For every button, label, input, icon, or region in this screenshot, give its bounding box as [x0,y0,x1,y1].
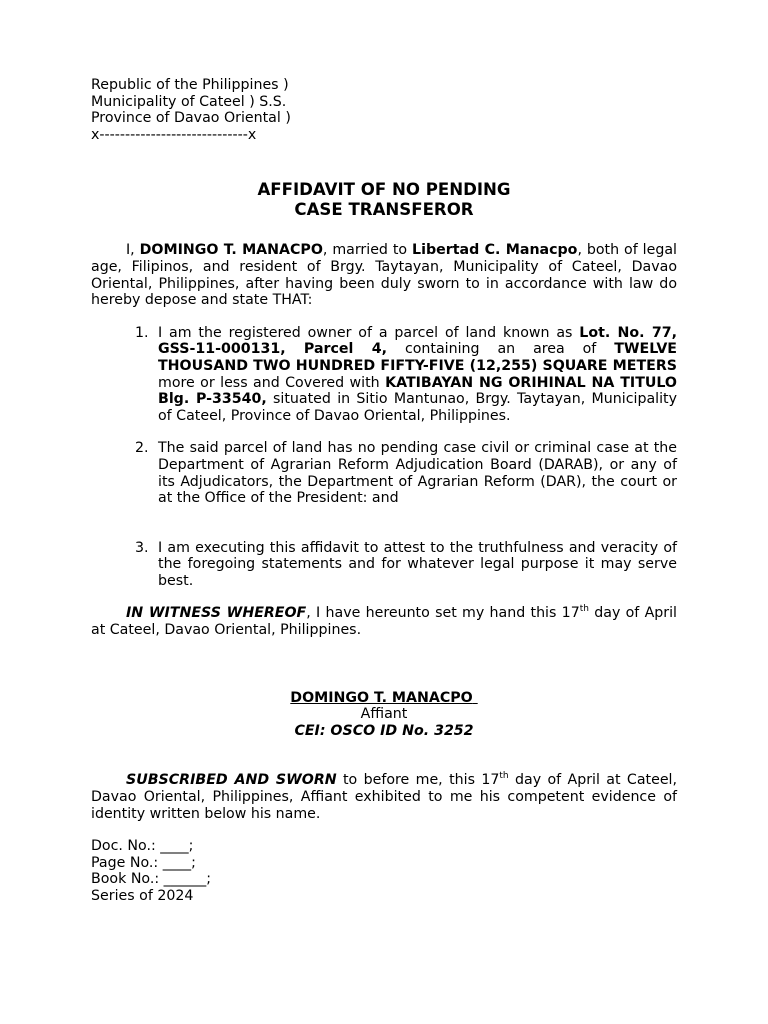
statement-item-3 [91,540,677,590]
intro-text-3: , both of legal age, Filipinos, and resident of Brgy. Taytayan, Municipality of Cateel, Davao Oriental, Philippines, after having been duly sworn to in accordance with law do hereby depose and state THAT: [91,242,677,309]
witness-paragraph [91,605,677,638]
title-line-2: CASE TRANSFEROR [294,200,474,220]
item-1-text-2: containing an area of [387,341,615,358]
title-number: KATIBAYAN NG ORIHINAL NA TITULO Blg. P-33540, [158,374,677,408]
competent-evidence-id: CEI: OSCO ID No. 3252 [294,722,474,739]
intro-text-2: , married to [322,242,413,259]
item-3-text: I am executing this affidavit to attest to the truthfulness and veracity of the foregoing statements and for whatever legal purpose it may serve best. [158,539,677,589]
jurat-text-2: day of April at Cateel, Davao Oriental, Philippines, Affiant exhibited to me his competent evidence of identity written below his name. [91,772,678,822]
item-number: 1. [135,324,149,341]
item-number: 3. [135,539,149,556]
document-title [91,180,677,220]
item-number: 2. [135,440,149,457]
venue-separator: x-----------------------------x [91,126,257,143]
signature-role: Affiant [360,706,408,723]
witness-text-1: , I have hereunto set my hand this 17 [306,605,580,622]
item-1-text-1: I am the registered owner of a parcel of land known as [158,324,580,341]
statement-item-2 [91,440,677,506]
jurat-text-1: to before me, this 17 [336,772,500,789]
doc-number: Doc. No.: ____; [91,838,194,855]
signature-name: DOMINGO T. MANACPO [290,689,473,706]
venue-republic: Republic of the Philippines ) [91,77,289,93]
signature-block [91,690,677,740]
notarial-docket [91,838,677,904]
spouse-name: Libertad C. Manacpo [412,242,578,259]
series-year: Series of 2024 [91,888,194,904]
land-area: TWELVE THOUSAND TWO HUNDRED FIFTY-FIVE (12,255) SQUARE METERS [158,341,677,374]
affiant-name: DOMINGO T. MANACPO [139,242,323,259]
jurat-paragraph [91,772,677,822]
statement-list [91,325,677,590]
page-number: Page No.: ____; [91,854,196,871]
lot-number: Lot. No. 77, GSS-11-000131, Parcel 4, [158,324,677,358]
venue-municipality: Municipality of Cateel ) S.S. [91,93,287,110]
jurat-ordinal: th [499,771,509,782]
jurat-lead: SUBSCRIBED AND SWORN [126,772,337,789]
intro-text-1: I, [126,242,140,259]
affidavit-document [91,77,677,905]
intro-paragraph [91,242,677,308]
item-1-text-3: more or less and Covered with [158,374,386,391]
venue-block [91,77,677,143]
witness-ordinal: th [579,604,589,615]
item-1-text-4: situated in Sitio Mantunao, Brgy. Taytayan, Municipality of Cateel, Province of Davao Oriental, Philippines. [158,391,677,424]
item-2-text: The said parcel of land has no pending case civil or criminal case at the Department of Agrarian Reform Adjudication Board (DARAB), or any of its Adjudicators, the Department of Agrarian Reform (DAR), the court or at the Office of the President: and [158,440,677,507]
title-line-1: AFFIDAVIT OF NO PENDING [257,180,511,200]
witness-lead: IN WITNESS WHEREOF [126,605,307,622]
statement-item-1 [91,325,677,425]
witness-text-2: day of April at Cateel, Davao Oriental, Philippines. [91,605,678,639]
venue-province: Province of Davao Oriental ) [91,110,291,127]
book-number: Book No.: ______; [91,871,212,888]
